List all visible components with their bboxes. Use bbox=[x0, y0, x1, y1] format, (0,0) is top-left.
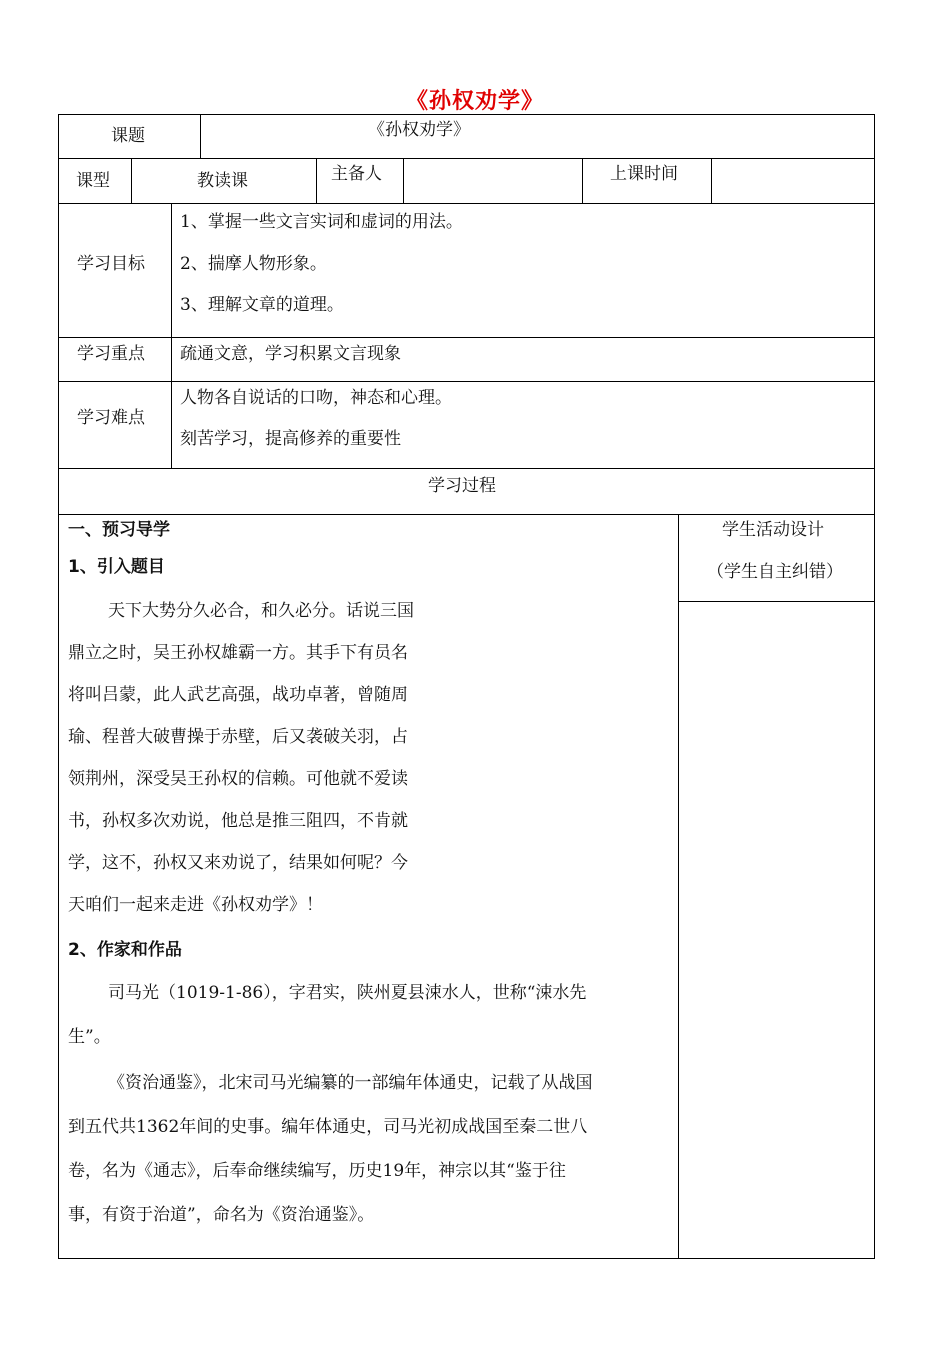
goals-label: 学习目标 bbox=[77, 254, 145, 274]
side-note: （学生自主纠错） bbox=[707, 562, 843, 582]
intro-line: 领荆州，深受吴王孙权的信赖。可他就不爱读 bbox=[68, 769, 408, 789]
intro-line: 瑜、程普大破曹操于赤壁，后又袭破关羽，占 bbox=[68, 727, 408, 747]
intro-line: 鼎立之时，吴王孙权雄霸一方。其手下有员名 bbox=[68, 643, 408, 663]
cell-divider bbox=[316, 158, 317, 203]
focus-value: 疏通文意，学习积累文言现象 bbox=[180, 344, 401, 364]
work-line: 卷，名为《通志》，后奉命继续编写，历史19年，神宗以其“鉴于往 bbox=[68, 1161, 566, 1181]
document-title: 《孙权劝学》 bbox=[405, 89, 544, 114]
subject-label: 课题 bbox=[111, 126, 145, 146]
row-divider bbox=[58, 203, 875, 204]
subject-value: 《孙权劝学》 bbox=[368, 120, 470, 140]
cell-divider bbox=[711, 158, 712, 203]
difficulty-item: 刻苦学习，提高修养的重要性 bbox=[180, 429, 401, 449]
difficulty-label: 学习难点 bbox=[77, 408, 145, 428]
subsection-heading: 1、引入题目 bbox=[68, 557, 165, 577]
side-header-divider bbox=[678, 601, 875, 602]
side-heading: 学生活动设计 bbox=[722, 520, 824, 540]
cell-divider bbox=[403, 158, 404, 203]
preparer-label: 主备人 bbox=[331, 164, 382, 184]
author-line: 司马光（1019-1-86），字君实，陕州夏县涑水人，世称“涑水先 bbox=[108, 983, 587, 1003]
process-label: 学习过程 bbox=[428, 476, 496, 496]
cell-divider bbox=[171, 203, 172, 468]
row-divider bbox=[58, 158, 875, 159]
cell-divider bbox=[131, 158, 132, 203]
intro-line: 将叫吕蒙，此人武艺高强，战功卓著，曾随周 bbox=[68, 685, 408, 705]
work-paragraph bbox=[68, 1075, 593, 1251]
row-divider bbox=[58, 468, 875, 469]
section-heading: 一、预习导学 bbox=[68, 520, 170, 540]
row-divider bbox=[58, 381, 875, 382]
work-line: 到五代共1362年间的史事。编年体通史，司马光初成战国至秦二世八 bbox=[68, 1117, 588, 1137]
time-label: 上课时间 bbox=[610, 164, 678, 184]
cell-divider bbox=[582, 158, 583, 203]
column-divider bbox=[678, 514, 679, 1259]
goal-item: 1、掌握一些文言实词和虚词的用法。 bbox=[180, 212, 463, 232]
goal-item: 3、理解文章的道理。 bbox=[180, 295, 344, 315]
intro-line: 天下大势分久必合，和久必分。话说三国 bbox=[108, 601, 414, 621]
goal-item: 2、揣摩人物形象。 bbox=[180, 254, 327, 274]
row-divider bbox=[58, 337, 875, 338]
intro-paragraph bbox=[68, 603, 414, 939]
intro-line: 书，孙权多次劝说，他总是推三阻四，不肯就 bbox=[68, 811, 408, 831]
author-line: 生”。 bbox=[68, 1027, 111, 1047]
work-line: 《资治通鉴》，北宋司马光编纂的一部编年体通史，记载了从战国 bbox=[108, 1073, 593, 1093]
intro-line: 天咱们一起来走进《孙权劝学》！ bbox=[68, 895, 323, 915]
difficulty-item: 人物各自说话的口吻，神态和心理。 bbox=[180, 388, 452, 408]
work-line: 事，有资于治道”，命名为《资治通鉴》。 bbox=[68, 1205, 375, 1225]
subsection-heading: 2、作家和作品 bbox=[68, 940, 182, 960]
cell-divider bbox=[200, 114, 201, 158]
intro-line: 学，这不，孙权又来劝说了，结果如何呢？今 bbox=[68, 853, 408, 873]
type-label: 课型 bbox=[76, 171, 110, 191]
type-value: 教读课 bbox=[197, 171, 248, 191]
focus-label: 学习重点 bbox=[77, 344, 145, 364]
author-paragraph bbox=[68, 985, 586, 1073]
